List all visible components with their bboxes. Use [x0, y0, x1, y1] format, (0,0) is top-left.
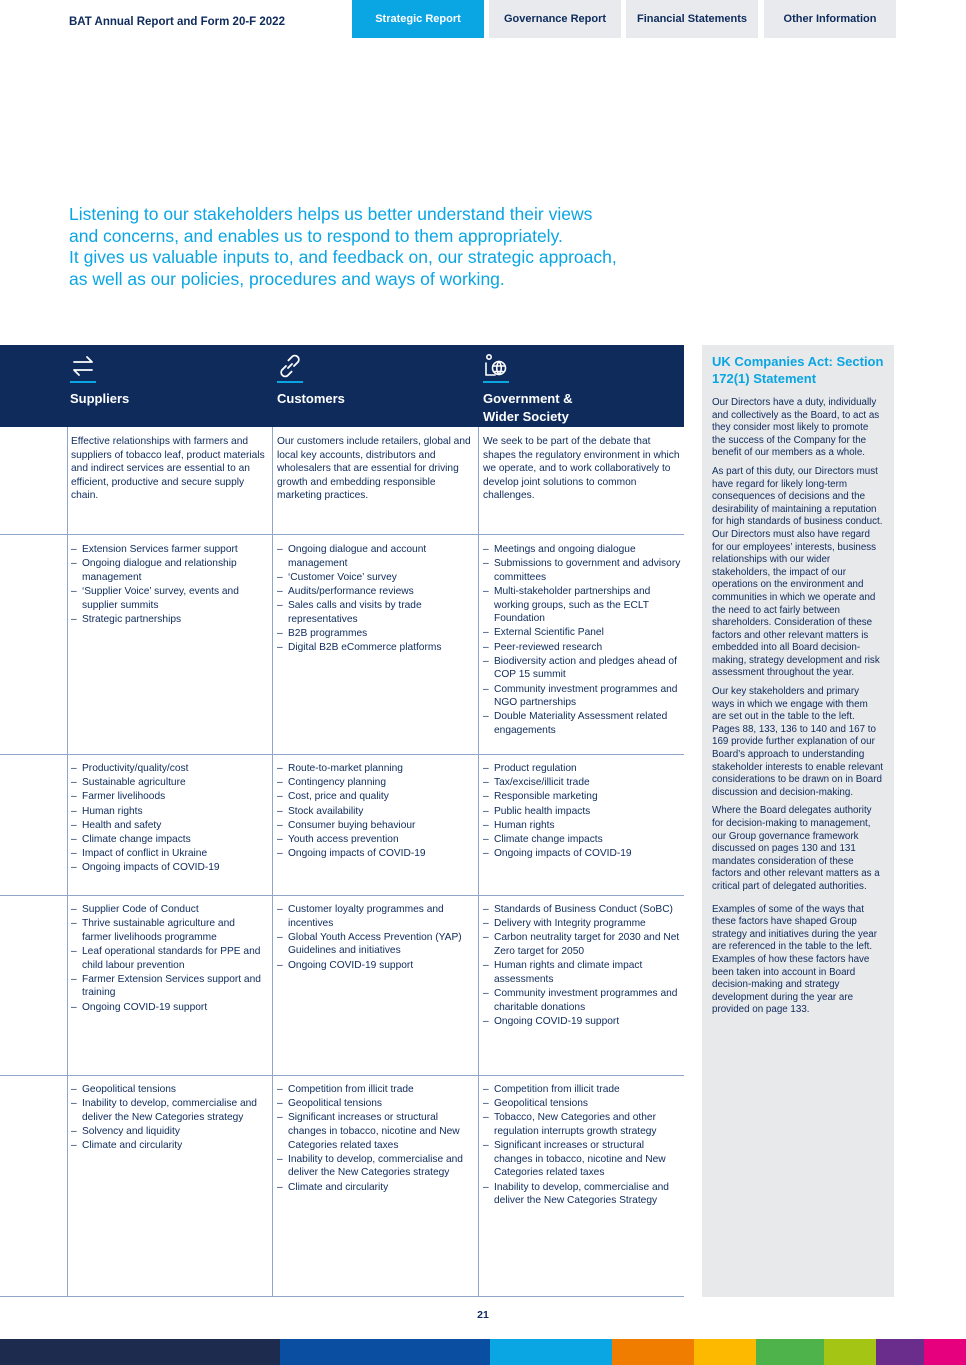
color-bar-segment	[876, 1339, 924, 1365]
sidebar-paragraph: Where the Board delegates authority for decision-making to management, our Group governance framework discussed on pages 130 and 131 mandates consideration of these factors and other relevant matters as a critical part of delegated authorities.	[712, 805, 880, 892]
color-bar-segment	[824, 1339, 876, 1365]
list-item: – Sustainable agriculture	[71, 776, 267, 790]
color-bar-segment	[612, 1339, 694, 1365]
color-bar-segment	[756, 1339, 824, 1365]
sidebar-paragraph: Examples of some of the ways that these factors have shaped Group strategy and initiatives during the year are referenced in the table to the left. Examples of how these factors have been taken into account in Board decision-making and strategy development during the year are provided on page 133.	[712, 903, 878, 1016]
tab-other-information[interactable]: Other Information	[764, 0, 896, 38]
suppliers-topics-list	[71, 762, 267, 876]
list-item: – Ongoing impacts of COVID-19	[277, 847, 475, 861]
list-item: – Ongoing COVID-19 support	[277, 959, 475, 973]
list-item: – Climate change impacts	[483, 833, 681, 847]
suppliers-risks-list	[71, 1083, 267, 1153]
sidebar-paragraph: As part of this duty, our Directors must have regard for likely long-term consequences of decisions and the desirability of maintaining a reputation for high standards of business conduct. Our Directors must also have regard for our employees’ interests, business relationships with our wider stakeholders, the impact of our operations on the environment and communities in which we operate and the need to act fairly between shareholders. Consideration of these factors and other relevant matters is embedded into all Board decision-making, strategy development and risk assessment throughout the year.	[712, 465, 883, 679]
list-item: – Youth access prevention	[277, 833, 475, 847]
government-engagement-list	[483, 543, 681, 738]
color-bar-segment	[490, 1339, 612, 1365]
intro-line: It gives us valuable inputs to, and feedback on, our strategic approach,	[69, 247, 617, 268]
government-topics-list	[483, 762, 681, 861]
list-item: – Submissions to government and advisory committees	[483, 557, 681, 584]
link-icon	[277, 353, 303, 379]
color-bar-segment	[0, 1339, 280, 1365]
list-item: – Climate change impacts	[71, 833, 267, 847]
list-item: – Ongoing impacts of COVID-19	[71, 861, 267, 875]
list-item: – Standards of Business Conduct (SoBC)	[483, 903, 681, 917]
list-item: – Productivity/quality/cost	[71, 762, 267, 776]
list-item: – ‘Supplier Voice’ survey, events and supplier summits	[71, 585, 267, 612]
list-item: – Peer-reviewed research	[483, 641, 681, 655]
color-bar-segment	[694, 1339, 756, 1365]
government-description: We seek to be part of the debate that shapes the regulatory environment in which we operate, and to work collaboratively to develop joint solutions to common challenges.	[483, 436, 680, 502]
color-bar-segment	[280, 1339, 490, 1365]
customers-topics-list	[277, 762, 475, 861]
intro-line: as well as our policies, procedures and ways of working.	[69, 268, 505, 289]
column-header-suppliers	[70, 345, 270, 427]
list-item: – Tobacco, New Categories and other regulation interrupts growth strategy	[483, 1111, 681, 1138]
list-item: – Ongoing impacts of COVID-19	[483, 847, 681, 861]
column-divider	[67, 427, 68, 1297]
list-item: – Contingency planning	[277, 776, 475, 790]
list-item: – Global Youth Access Prevention (YAP) Guidelines and initiatives	[277, 931, 475, 958]
arrows-exchange-icon	[70, 353, 96, 379]
list-item: – Route-to-market planning	[277, 762, 475, 776]
list-item: – Solvency and liquidity	[71, 1125, 267, 1139]
list-item: – Stock availability	[277, 805, 475, 819]
column-title: Customers	[277, 391, 345, 406]
column-divider	[272, 427, 273, 1297]
row-divider	[0, 1075, 684, 1076]
list-item: – Tax/excise/illicit trade	[483, 776, 681, 790]
list-item: – Supplier Code of Conduct	[71, 903, 267, 917]
list-item: – Customer loyalty programmes and incentives	[277, 903, 475, 930]
suppliers-engagement-list	[71, 543, 267, 627]
list-item: – Consumer buying behaviour	[277, 819, 475, 833]
intro-line: and concerns, and enables us to respond to them appropriately.	[69, 225, 563, 246]
column-title: Suppliers	[70, 391, 130, 406]
suppliers-actions-list	[71, 903, 267, 1015]
list-item: – Digital B2B eCommerce platforms	[277, 641, 475, 655]
list-item: – ‘Customer Voice’ survey	[277, 571, 475, 585]
list-item: – Significant increases or structural changes in tobacco, nicotine and New Categories related taxes	[483, 1139, 681, 1180]
document-title: BAT Annual Report and Form 20-F 2022	[69, 16, 285, 28]
list-item: – Extension Services farmer support	[71, 543, 267, 557]
list-item: – Sales calls and visits by trade representatives	[277, 599, 475, 626]
row-divider	[0, 895, 684, 896]
customers-risks-list	[277, 1083, 475, 1195]
suppliers-description: Effective relationships with farmers and suppliers of tobacco leaf, product materials and indirect services are essential to an efficient, productive and secure supply chain.	[71, 436, 265, 502]
intro-statement	[69, 204, 709, 290]
list-item: – Geopolitical tensions	[71, 1083, 267, 1097]
list-item: – Competition from illicit trade	[483, 1083, 681, 1097]
list-item: – Farmer Extension Services support and training	[71, 973, 267, 1000]
list-item: – Ongoing dialogue and account management	[277, 543, 475, 570]
sidebar-paragraph: Our Directors have a duty, individually and collectively as the Board, to act as they consider most likely to promote the success of the Company for the benefit of our members as a whole.	[712, 397, 880, 459]
list-item: – Farmer livelihoods	[71, 790, 267, 804]
list-item: – Strategic partnerships	[71, 613, 267, 627]
customers-actions-list	[277, 903, 475, 973]
list-item: – Carbon neutrality target for 2030 and Net Zero target for 2050	[483, 931, 681, 958]
list-item: – Community investment programmes and NGO partnerships	[483, 683, 681, 710]
list-item: – Public health impacts	[483, 805, 681, 819]
list-item: – Multi-stakeholder partnerships and working groups, such as the ECLT Foundation	[483, 585, 681, 626]
list-item: – Thrive sustainable agriculture and farmer livelihoods programme	[71, 917, 267, 944]
government-actions-list	[483, 903, 681, 1029]
customers-engagement-list	[277, 543, 475, 655]
government-risks-list	[483, 1083, 681, 1208]
list-item: – Human rights	[71, 805, 267, 819]
list-item: – External Scientific Panel	[483, 626, 681, 640]
list-item: – Cost, price and quality	[277, 790, 475, 804]
tab-strategic-report[interactable]: Strategic Report	[352, 0, 484, 38]
column-divider	[478, 427, 479, 1297]
globe-person-icon	[483, 353, 509, 379]
list-item: – Climate and circularity	[71, 1139, 267, 1153]
list-item: – Geopolitical tensions	[277, 1097, 475, 1111]
color-bar-segment	[924, 1339, 966, 1365]
list-item: – Product regulation	[483, 762, 681, 776]
list-item: – Community investment programmes and charitable donations	[483, 987, 681, 1014]
column-header-government	[483, 345, 683, 427]
list-item: – Double Materiality Assessment related engagements	[483, 710, 681, 737]
page-number: 21	[477, 1309, 489, 1321]
list-item: – Inability to develop, commercialise and deliver the New Categories strategy	[277, 1153, 475, 1180]
list-item: – Leaf operational standards for PPE and child labour prevention	[71, 945, 267, 972]
customers-description: Our customers include retailers, global and local key accounts, distributors and wholesalers that are essential for driving growth and embedding responsible marketing practices.	[277, 436, 471, 502]
section-172-sidebar	[702, 345, 894, 1297]
stakeholder-table-header	[0, 345, 684, 427]
column-title: Government & Wider Society	[483, 391, 573, 424]
icon-underline	[70, 381, 96, 383]
list-item: – Biodiversity action and pledges ahead of COP 15 summit	[483, 655, 681, 682]
list-item: – Inability to develop, commercialise and deliver the New Categories strategy	[71, 1097, 267, 1124]
list-item: – Audits/performance reviews	[277, 585, 475, 599]
list-item: – Responsible marketing	[483, 790, 681, 804]
list-item: – Competition from illicit trade	[277, 1083, 475, 1097]
list-item: – Human rights	[483, 819, 681, 833]
row-divider	[0, 754, 684, 755]
column-header-customers	[277, 345, 477, 427]
list-item: – Significant increases or structural changes in tobacco, nicotine and New Categories related taxes	[277, 1111, 475, 1152]
row-divider	[0, 534, 684, 535]
list-item: – Climate and circularity	[277, 1181, 475, 1195]
tab-governance-report[interactable]: Governance Report	[489, 0, 621, 38]
tab-financial-statements[interactable]: Financial Statements	[626, 0, 758, 38]
row-divider	[0, 1296, 684, 1297]
list-item: – Delivery with Integrity programme	[483, 917, 681, 931]
list-item: – Human rights and climate impact assessments	[483, 959, 681, 986]
list-item: – Ongoing dialogue and relationship management	[71, 557, 267, 584]
list-item: – Ongoing COVID-19 support	[483, 1015, 681, 1029]
list-item: – Inability to develop, commercialise and deliver the New Categories Strategy	[483, 1181, 681, 1208]
sidebar-title: UK Companies Act: Section 172(1) Statement	[712, 354, 884, 386]
icon-underline	[483, 381, 509, 383]
intro-line: Listening to our stakeholders helps us better understand their views	[69, 204, 593, 224]
list-item: – Ongoing COVID-19 support	[71, 1001, 267, 1015]
list-item: – Meetings and ongoing dialogue	[483, 543, 681, 557]
sidebar-paragraph: Our key stakeholders and primary ways in which we engage with them are set out in the table to the left. Pages 88, 133, 136 to 140 and 167 to 169 provide further explanation of our Board’s approach to understanding stakeholder interests to enable relevant considerations to be drawn on in Board discussion and decision-making.	[712, 686, 884, 798]
list-item: – Impact of conflict in Ukraine	[71, 847, 267, 861]
list-item: – Health and safety	[71, 819, 267, 833]
list-item: – Geopolitical tensions	[483, 1097, 681, 1111]
list-item: – B2B programmes	[277, 627, 475, 641]
icon-underline	[277, 381, 303, 383]
